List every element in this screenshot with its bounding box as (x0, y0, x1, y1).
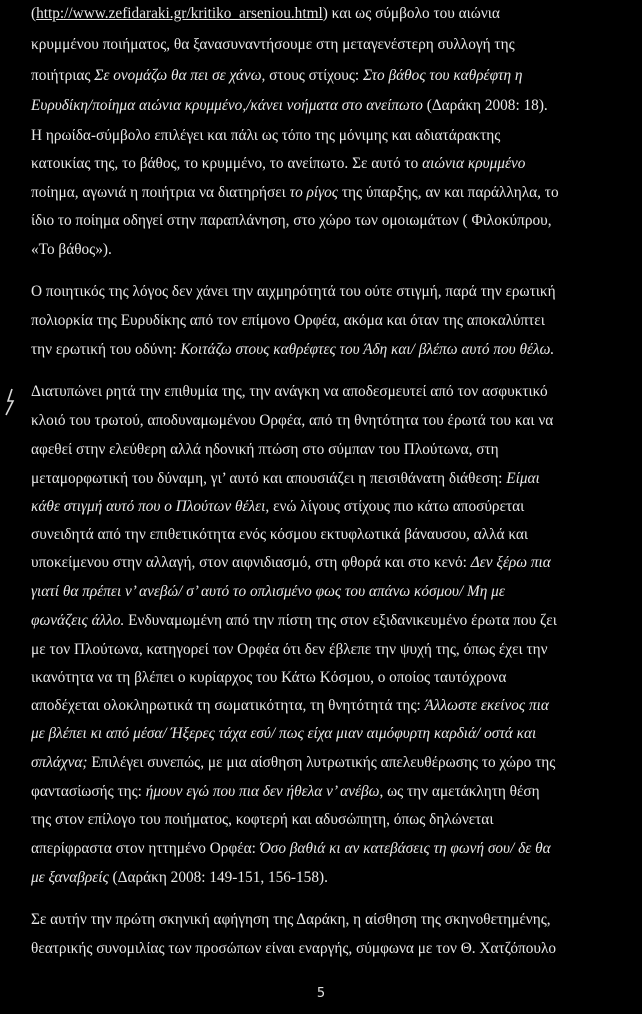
page-number: 5 (316, 986, 326, 1001)
text-line (31, 810, 493, 830)
text-line (31, 126, 500, 146)
text-line (31, 640, 548, 660)
text-run: ικανότητα να τη βλέπει ο κυρίαρχος του Κάτω Κόσμου, ο οποίος ταυτόχρονα (31, 669, 507, 686)
text-line (31, 4, 500, 24)
text-line (31, 910, 551, 930)
text-line (31, 411, 553, 431)
text-run: την ερωτική του οδύνη: (31, 341, 181, 358)
quoted-verse: Δεν ξέρω πια (470, 554, 551, 571)
source-link[interactable]: http://www.zefidaraki.gr/kritiko_arseniou.html (36, 5, 323, 22)
text-line (31, 66, 523, 86)
quoted-verse: Όσο βαθιά κι αν κατεβάσεις τη φωνή σου/ δε θα (259, 840, 551, 857)
margin-mark-icon (2, 387, 16, 417)
text-run: κρυμμένου ποιήματος, θα ξανασυναντήσουμε στη μεταγενέστερη συλλογή της (31, 36, 515, 53)
quoted-verse: Στο βάθος του καθρέφτη η (363, 67, 523, 84)
quoted-verse: με ξαναβρείς (31, 869, 109, 886)
text-line (31, 553, 551, 573)
text-run: Επιλέγει συνεπώς, με μια αίσθηση λυτρωτικής απελευθέρωσης το χώρο της (87, 754, 556, 771)
text-run: πολιορκία της Ευρυδίκης από τον επίμονο Ορφέα, ακόμα και όταν της αποκαλύπτει (31, 312, 545, 329)
text-line (31, 611, 557, 631)
text-run: Ο ποιητικός της λόγος δεν χάνει την αιχμηρότητά του ούτε στιγμή, παρά την ερωτική (31, 283, 556, 300)
text-run: Ενδυναμωμένη από την πίστη της στον εξιδανικευμένο έρωτα που ζει (124, 612, 557, 629)
text-line (31, 35, 515, 55)
text-run: φαντασίωσής της: (31, 783, 146, 800)
text-line (31, 724, 536, 744)
text-line (31, 282, 556, 302)
text-line (31, 469, 540, 489)
text-run: κλοιό του τρωτού, αποδυναμωμένου Ορφέα, από τη θνητότητα του έρωτά του και να (31, 412, 554, 429)
text-line (31, 782, 540, 802)
text-run: (Δαράκη 2008: 18). (422, 97, 548, 114)
quoted-verse: φωνάζεις άλλο. (31, 612, 125, 629)
quoted-verse: Κοιτάζω στους καθρέφτες του Άδη και/ βλέπω αυτό που θέλω. (180, 341, 555, 358)
text-line (31, 839, 551, 859)
quoted-verse: γιατί θα πρέπει ν’ ανεβώ/ σ’ αυτό το οπλισμένο φως του απάνω κόσμου/ Μη με (31, 583, 505, 600)
quoted-verse: Είμαι (506, 470, 540, 487)
text-run: ( (31, 5, 37, 22)
text-run: της στον επίλογο του ποιήματος, κοφτερή και αδυσώπητη, όπως δηλώνεται (31, 811, 494, 828)
text-line (31, 311, 545, 331)
text-run: μεταμορφωτική του δύναμη, γι’ αυτό και απουσιάζει η πεισιθάνατη διάθεση: (31, 470, 507, 487)
text-line (31, 183, 559, 203)
text-line (31, 582, 505, 602)
text-run: (Δαράκη 2008: 149-151, 156-158). (108, 869, 328, 886)
quoted-verse: Ευρυδίκη/ποίημα αιώνια κρυμμένο,/κάνει νοήματα στο ανείπωτο (31, 97, 423, 114)
text-line (31, 753, 555, 773)
text-run: απερίφραστα στον ηττημένο Ορφέα: (31, 840, 260, 857)
quoted-verse: Σε ονομάζω θα πει σε χάνω (94, 67, 262, 84)
text-line (31, 939, 556, 959)
quoted-verse: με βλέπει κι από μέσα/ Ήξερες τάχα εσύ/ πως είχα μιαν αιμόφυρτη καρδιά/ οστά και (31, 725, 537, 742)
text-line (31, 340, 554, 360)
quoted-verse: Άλλωστε εκείνος πια (424, 697, 549, 714)
text-run: με τον Πλούτωνα, κατηγορεί τον Ορφέα ότι δεν έβλεπε την ψυχή της, όπως έχει την (31, 641, 548, 658)
text-run: , ως την αμετάκλητη θέση (379, 783, 540, 800)
text-line (31, 211, 552, 231)
text-run: ενώ λίγους στίχους πιο κάτω αποσύρεται (269, 498, 525, 515)
text-line (31, 525, 528, 545)
text-run: ποιήτριας (31, 67, 95, 84)
text-run: ποίημα, αγωνιά η ποιήτρια να διατηρήσει (31, 184, 290, 201)
text-run: αποδέχεται ολοκληρωτικά τη σωματικότητα, τη θνητότητά της: (31, 697, 425, 714)
quoted-verse: σπλάχνα; (31, 754, 88, 771)
text-run: αφεθεί στην ελεύθερη αλλά ηδονική πτώση στο σύμπαν του Πλούτωνα, στη (31, 441, 499, 458)
text-line (31, 696, 549, 716)
text-line (31, 382, 548, 402)
text-line (31, 440, 499, 460)
text-run: συνειδητά από την επιθετικότητα ενός κόσμου εκτυφλωτικά βάναυσου, αλλά και (31, 526, 529, 543)
text-line (31, 668, 506, 688)
text-run: ίδιο το ποίημα οδηγεί στην παραπλάνηση, στο χώρο των ομοιωμάτων ( Φιλοκύπρου, (31, 212, 552, 229)
text-run: υποκείμενου στην αλλαγή, στον αιφνιδιασμό, στη φθορά και στο κενό: (31, 554, 471, 571)
text-line (31, 240, 112, 260)
text-run: θεατρικής συνομιλίας των προσώπων είναι εναργής, σύμφωνα με τον Θ. Χατζόπουλο (31, 940, 557, 957)
text-line (31, 868, 328, 888)
text-line (31, 497, 524, 517)
quoted-verse: κάθε στιγμή αυτό που ο Πλούτων θέλει, (31, 498, 270, 515)
text-line (31, 96, 548, 116)
quoted-verse: αιώνια κρυμμένο (422, 155, 526, 172)
text-run: Διατυπώνει ρητά την επιθυμία της, την ανάγκη να αποδεσμευτεί από τον ασφυκτικό (31, 383, 548, 400)
quoted-verse: ήμουν εγώ που πια δεν ήθελα ν’ ανέβω (145, 783, 380, 800)
text-run: «Το βάθος»). (31, 241, 112, 258)
text-run: της ύπαρξης, αν και παράλληλα, το (338, 184, 559, 201)
text-run: ) και ως σύμβολο του αιώνια (322, 5, 500, 22)
text-run: Σε αυτήν την πρώτη σκηνική αφήγηση της Δαράκη, η αίσθηση της σκηνοθετημένης, (31, 911, 551, 928)
quoted-verse: το ρίγος (289, 184, 339, 201)
text-run: , στους στίχους: (261, 67, 363, 84)
text-run: κατοικίας της, το βάθος, το κρυμμένο, το ανείπωτο. Σε αυτό το (31, 155, 423, 172)
text-line (31, 154, 525, 174)
text-run: Η ηρωίδα-σύμβολο επιλέγει και πάλι ως τόπο της μόνιμης και αδιατάρακτης (31, 127, 501, 144)
